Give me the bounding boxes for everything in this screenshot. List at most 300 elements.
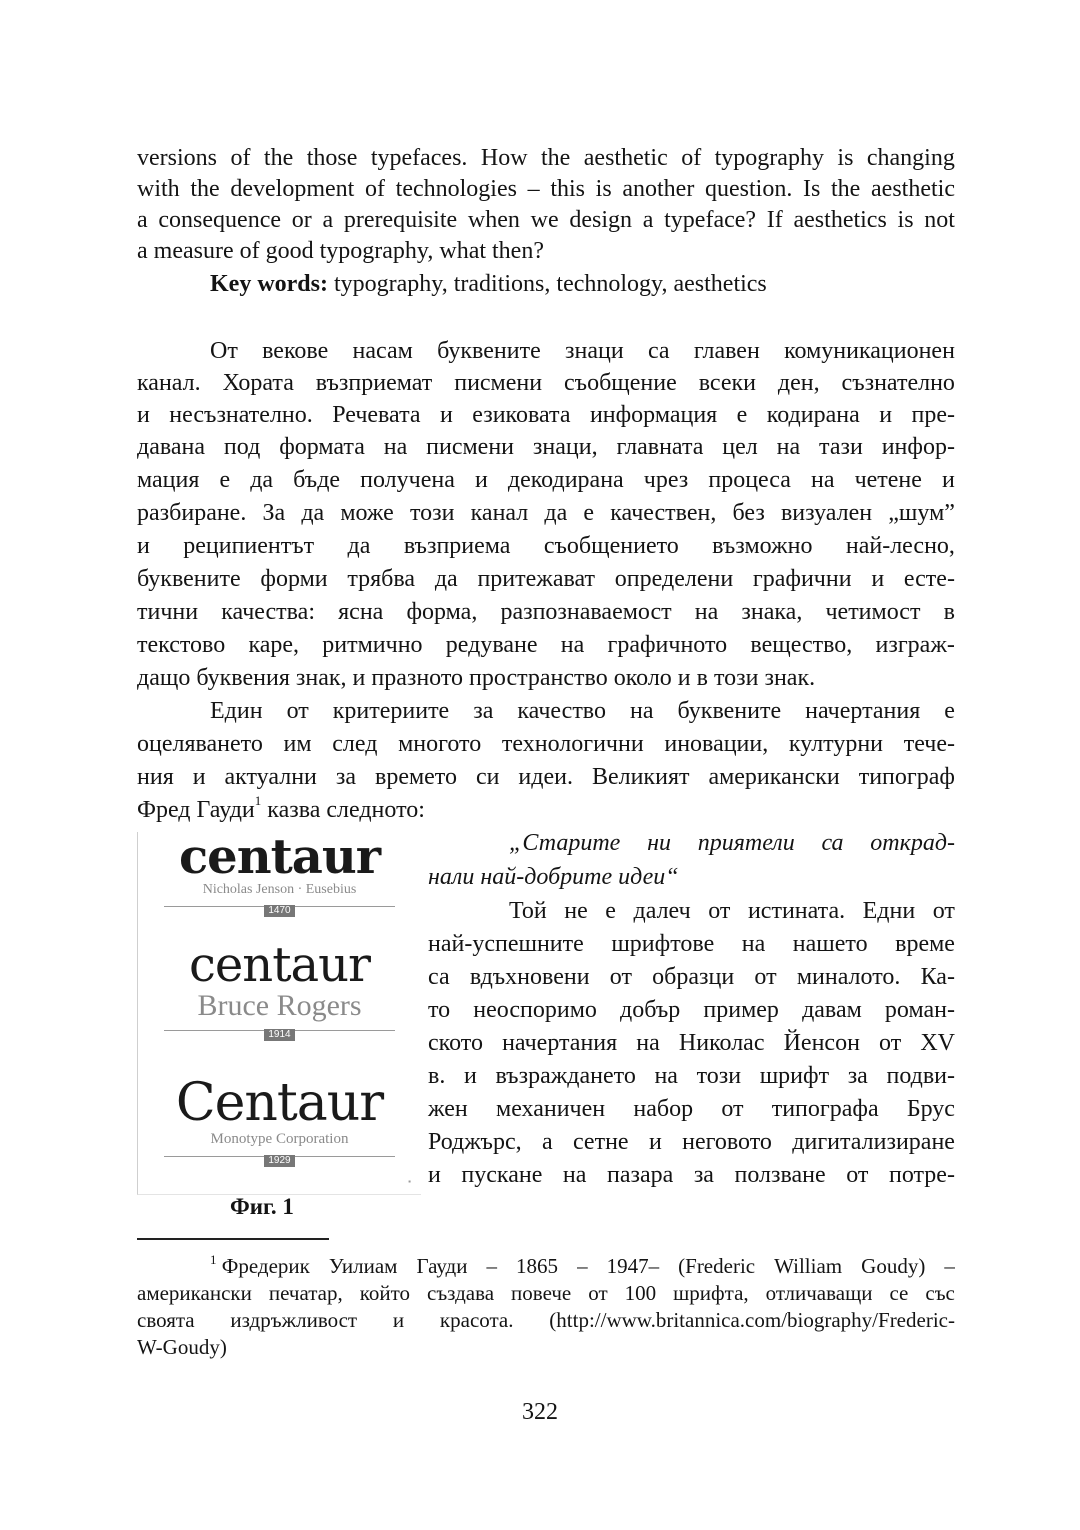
- word: the: [831, 176, 861, 202]
- word: 100: [624, 1281, 657, 1305]
- word: technologies: [395, 176, 517, 202]
- word: този: [696, 1063, 742, 1089]
- word: разбиране.: [137, 500, 247, 526]
- word: инфор-: [881, 434, 955, 460]
- word: ритмично: [322, 632, 423, 658]
- word: Хората: [222, 370, 294, 396]
- word: американски: [708, 764, 840, 790]
- word: под: [223, 434, 261, 460]
- word: и: [871, 566, 885, 592]
- abstract-line: a measure of good typography, what then?: [137, 238, 544, 264]
- specimen-year: 1929: [264, 1155, 294, 1167]
- word: ското: [428, 1030, 483, 1056]
- word: Николас: [678, 1030, 765, 1056]
- word: форми: [260, 566, 328, 592]
- word: съзнателно: [841, 370, 955, 396]
- word: typography: [714, 145, 824, 171]
- word: векове: [262, 338, 329, 364]
- word: versions: [137, 145, 217, 171]
- word: несъзнателно.: [169, 402, 313, 428]
- word: сетне: [572, 1129, 629, 1155]
- word: За: [262, 500, 286, 526]
- keywords-text: typography, traditions, technology, aesthetics: [333, 271, 767, 297]
- word: aesthetic: [871, 176, 955, 202]
- body-line: [428, 1126, 955, 1158]
- word: каре,: [248, 632, 300, 658]
- body-line: [428, 994, 955, 1026]
- word: процеса: [708, 467, 791, 493]
- word: пазара: [606, 1162, 674, 1188]
- word: за: [473, 698, 494, 724]
- word: Фредерик: [221, 1254, 310, 1278]
- word: ния: [137, 764, 174, 790]
- word: ден,: [777, 370, 820, 396]
- word: знаци,: [532, 434, 598, 460]
- body-line: [137, 728, 955, 760]
- word: издръжливост: [230, 1308, 358, 1332]
- word: е: [736, 402, 748, 428]
- word: a: [322, 207, 334, 233]
- word: typefaces.: [370, 145, 468, 171]
- word: Ка-: [920, 964, 955, 990]
- specimen-monotype: [138, 1073, 421, 1166]
- word: механичен: [496, 1096, 606, 1122]
- word: we: [530, 207, 559, 233]
- word: най-лесно,: [845, 533, 955, 559]
- word: –: [577, 1254, 588, 1278]
- specimen-name: centaur: [189, 937, 370, 993]
- word: буквените: [437, 338, 541, 364]
- word: възприема: [403, 533, 511, 559]
- word: на: [560, 632, 585, 658]
- word: американски: [137, 1281, 252, 1305]
- word: за: [335, 764, 357, 790]
- word: създава: [427, 1281, 495, 1305]
- footnote-line: [137, 1307, 955, 1333]
- specimen-rogers: [138, 937, 421, 1040]
- word: е: [583, 500, 595, 526]
- word: бъде: [293, 467, 341, 493]
- page-number: 322: [522, 1399, 558, 1425]
- word: от: [932, 898, 955, 924]
- word: канал.: [137, 370, 201, 396]
- word: на: [383, 434, 408, 460]
- word: и: [879, 402, 893, 428]
- word: кодирана: [766, 402, 860, 428]
- specimen-year-rule: [164, 900, 395, 914]
- word: this: [550, 176, 585, 202]
- word: за: [847, 1063, 868, 1089]
- word: образци: [652, 964, 735, 990]
- abstract-line: [137, 173, 955, 205]
- specimen-name: centaur: [178, 829, 381, 885]
- word: в.: [428, 1063, 446, 1089]
- word: четене: [854, 467, 922, 493]
- specimen-year-rule: [164, 1024, 395, 1038]
- word: текстово: [137, 632, 226, 658]
- word: (http://www.britannica.com/biography/Frederic-: [549, 1308, 955, 1332]
- word: и: [648, 1129, 662, 1155]
- word: чрез: [643, 467, 689, 493]
- body-line: [428, 928, 955, 960]
- word: Роджърс,: [428, 1129, 522, 1155]
- word: разпознаваемост: [500, 599, 672, 625]
- word: XV: [920, 1030, 955, 1056]
- body-line: [137, 629, 955, 661]
- word: от: [879, 1030, 902, 1056]
- body-line: [428, 1159, 955, 1191]
- word: пре-: [911, 402, 955, 428]
- word: давам: [802, 997, 862, 1023]
- body-line: [210, 335, 955, 367]
- word: качества:: [221, 599, 316, 625]
- word: са: [428, 964, 450, 990]
- word: Йенсон: [783, 1030, 860, 1056]
- word: не: [564, 898, 588, 924]
- word: the: [190, 176, 220, 202]
- figure-centaur-specimens: [137, 829, 421, 1195]
- word: начертания: [805, 698, 921, 724]
- word: и: [137, 533, 150, 559]
- word: то: [428, 997, 451, 1023]
- word: от: [609, 964, 632, 990]
- word: на: [654, 1063, 678, 1089]
- body-line: [428, 1027, 955, 1059]
- word: и: [428, 1162, 441, 1188]
- body-line: [137, 563, 955, 595]
- body-line: дащо буквения знак, и празното пространство около и в този знак.: [137, 665, 816, 691]
- word: да: [347, 533, 371, 559]
- word: главен: [693, 338, 760, 364]
- word: да: [301, 500, 325, 526]
- word: е: [605, 898, 616, 924]
- body-line: [137, 497, 955, 529]
- body-line: [137, 464, 955, 496]
- word: тични: [137, 599, 199, 625]
- word: those: [306, 145, 358, 171]
- word: знаци: [565, 338, 624, 364]
- word: знака,: [741, 599, 803, 625]
- word: типограф: [858, 764, 955, 790]
- word: и: [392, 1308, 405, 1332]
- word: „Старите: [509, 830, 621, 856]
- word: 1947–: [606, 1254, 660, 1278]
- word: Goudy): [861, 1254, 926, 1278]
- word: потре-: [888, 1162, 955, 1188]
- word: подви-: [886, 1063, 955, 1089]
- word: or: [291, 207, 312, 233]
- word: културни: [788, 731, 884, 757]
- word: начертания: [502, 1030, 618, 1056]
- footnote-first-line: [222, 1253, 955, 1279]
- word: на: [810, 467, 835, 493]
- word: Брус: [906, 1096, 955, 1122]
- word: буквените: [137, 566, 241, 592]
- word: графичното: [607, 632, 728, 658]
- word: a: [642, 207, 654, 233]
- specimen-year: 1470: [264, 905, 294, 917]
- body-text: казва следното:: [261, 797, 425, 823]
- word: (Frederic: [678, 1254, 756, 1278]
- word: реципиентът: [183, 533, 315, 559]
- body-line: [428, 961, 955, 993]
- word: not: [924, 207, 955, 233]
- word: Уилиам: [328, 1254, 398, 1278]
- footnote-line: [210, 1253, 955, 1279]
- footnote-divider: [137, 1238, 329, 1240]
- word: Едни: [862, 898, 916, 924]
- word: typeface?: [664, 207, 757, 233]
- word: многото: [398, 731, 482, 757]
- word: роман-: [884, 997, 955, 1023]
- body-line: [137, 794, 955, 826]
- word: и: [137, 402, 150, 428]
- word: оцеляването: [137, 731, 263, 757]
- footnote-body: [210, 1253, 222, 1279]
- word: притежават: [477, 566, 596, 592]
- word: възраждането: [495, 1063, 636, 1089]
- body-line: [137, 761, 955, 793]
- word: а: [541, 1129, 553, 1155]
- word: a: [137, 207, 148, 233]
- word: истината.: [747, 898, 846, 924]
- word: визуален: [780, 500, 873, 526]
- word: От: [210, 338, 238, 364]
- word: неговото: [682, 1129, 772, 1155]
- word: повече: [511, 1281, 572, 1305]
- word: Великият: [591, 764, 690, 790]
- body-line: [137, 367, 955, 399]
- word: определени: [614, 566, 734, 592]
- word: тече-: [903, 731, 955, 757]
- word: changing: [866, 145, 955, 171]
- word: ясна: [338, 599, 384, 625]
- footnote-ref: 1: [254, 793, 262, 808]
- footnote-line: W-Goudy): [137, 1335, 227, 1359]
- body-line: [137, 530, 955, 562]
- word: шрифт: [759, 1063, 830, 1089]
- word: насам: [352, 338, 413, 364]
- word: development: [230, 176, 355, 202]
- word: писмени: [426, 434, 515, 460]
- word: If: [766, 207, 783, 233]
- word: информация: [589, 402, 718, 428]
- word: of: [230, 145, 251, 171]
- word: е: [944, 698, 955, 724]
- word: им: [283, 731, 312, 757]
- footnote-marker: 1: [210, 1252, 217, 1267]
- word: is: [837, 145, 854, 171]
- word: актуални: [224, 764, 317, 790]
- word: Is: [803, 176, 821, 202]
- word: от: [754, 964, 777, 990]
- specimen-year-rule: [164, 1150, 395, 1164]
- word: възприемат: [315, 370, 433, 396]
- word: пускане: [461, 1162, 543, 1188]
- word: графични: [752, 566, 852, 592]
- word: мация: [137, 467, 200, 493]
- body-line: [137, 399, 955, 431]
- specimen-subtitle: Bruce Rogers: [197, 989, 362, 1022]
- word: четимост: [825, 599, 921, 625]
- word: of: [681, 145, 702, 171]
- word: тази: [819, 434, 863, 460]
- word: от: [721, 1096, 744, 1122]
- word: цел: [722, 434, 758, 460]
- word: да: [250, 467, 274, 493]
- word: на: [694, 599, 719, 625]
- word: е: [219, 467, 231, 493]
- word: получена: [360, 467, 455, 493]
- word: жен: [428, 1096, 468, 1122]
- word: is: [897, 207, 914, 233]
- word: формата: [279, 434, 365, 460]
- word: този: [409, 500, 455, 526]
- abstract-line: [137, 204, 955, 236]
- word: приятели: [697, 830, 795, 856]
- word: главната: [616, 434, 704, 460]
- word: и: [942, 467, 955, 493]
- specimen-subtitle: Monotype Corporation: [210, 1131, 349, 1147]
- word: и: [192, 764, 206, 790]
- word: ползване: [734, 1162, 826, 1188]
- word: another: [622, 176, 695, 202]
- word: William: [774, 1254, 843, 1278]
- word: is: [595, 176, 612, 202]
- word: качество: [517, 698, 606, 724]
- word: неоспоримо: [473, 997, 597, 1023]
- body-line: [428, 1060, 955, 1092]
- word: от: [708, 898, 731, 924]
- word: технологични: [501, 731, 644, 757]
- word: на: [741, 931, 766, 957]
- word: времето: [374, 764, 457, 790]
- word: трябва: [347, 566, 416, 592]
- word: aesthetics: [793, 207, 887, 233]
- word: писмени: [454, 370, 543, 396]
- word: време: [895, 931, 955, 957]
- word: дигитализиране: [792, 1129, 955, 1155]
- word: набор: [633, 1096, 694, 1122]
- word: добър: [620, 997, 681, 1023]
- body-line: [137, 596, 955, 628]
- word: Един: [210, 698, 263, 724]
- word: with: [137, 176, 180, 202]
- word: съобщение: [564, 370, 677, 396]
- word: –: [944, 1254, 955, 1278]
- word: качествен,: [610, 500, 717, 526]
- word: иновации,: [664, 731, 769, 757]
- word: нашето: [792, 931, 868, 957]
- goudy-name: Фред Гауди: [137, 797, 255, 823]
- word: the: [263, 145, 294, 171]
- word: всеки: [698, 370, 756, 396]
- word: на: [776, 434, 801, 460]
- quote-line: нали най-добрите идеи“: [428, 864, 679, 890]
- word: буквените: [677, 698, 782, 724]
- word: красота.: [439, 1308, 514, 1332]
- word: aesthetic: [583, 145, 668, 171]
- word: в: [943, 599, 955, 625]
- abstract-line: [137, 142, 955, 174]
- keywords: [210, 268, 955, 300]
- word: най-успешните: [428, 931, 584, 957]
- word: и: [463, 1063, 477, 1089]
- word: типографа: [771, 1096, 879, 1122]
- word: са: [647, 338, 670, 364]
- word: възможно: [712, 533, 813, 559]
- word: prerequisite: [343, 207, 458, 233]
- word: when: [467, 207, 520, 233]
- word: комуникационен: [784, 338, 955, 364]
- word: канал: [470, 500, 529, 526]
- word: езиковата: [472, 402, 571, 428]
- body-line: [137, 431, 955, 463]
- word: миналото.: [796, 964, 901, 990]
- word: –: [527, 176, 540, 202]
- specimen-name: Centaur: [175, 1073, 384, 1133]
- word: ни: [647, 830, 671, 856]
- word: „шум”: [888, 500, 955, 526]
- word: –: [486, 1254, 498, 1278]
- word: Гауди: [416, 1254, 468, 1278]
- word: да: [434, 566, 458, 592]
- word: са: [821, 830, 844, 856]
- word: съобщението: [543, 533, 679, 559]
- footnote-line: [137, 1280, 955, 1306]
- word: design: [569, 207, 632, 233]
- word: шрифтове: [611, 931, 715, 957]
- word: и: [439, 402, 453, 428]
- word: далеч: [633, 898, 691, 924]
- keywords-label: Key words:: [210, 271, 328, 297]
- word: без: [732, 500, 765, 526]
- word: след: [332, 731, 378, 757]
- body-line: [210, 695, 955, 727]
- word: печатар,: [268, 1281, 343, 1305]
- word: давана: [137, 434, 206, 460]
- word: есте-: [903, 566, 955, 592]
- word: вещество,: [750, 632, 853, 658]
- word: consequence: [158, 207, 281, 233]
- word: пример: [703, 997, 779, 1023]
- word: който: [359, 1281, 411, 1305]
- word: си: [475, 764, 500, 790]
- word: идеи.: [518, 764, 573, 790]
- word: форма,: [406, 599, 478, 625]
- body-line: [509, 895, 955, 927]
- word: критериите: [332, 698, 450, 724]
- word: от: [846, 1162, 869, 1188]
- word: How: [480, 145, 528, 171]
- figure-mark-icon: ▪: [408, 1177, 411, 1186]
- word: вдъхновени: [469, 964, 590, 990]
- word: на: [629, 698, 654, 724]
- word: на: [562, 1162, 587, 1188]
- word: 1865: [516, 1254, 559, 1278]
- word: of: [364, 176, 385, 202]
- specimen-jenson: [138, 829, 421, 916]
- word: Той: [509, 898, 547, 924]
- word: отличаващи: [765, 1281, 873, 1305]
- word: от: [588, 1281, 608, 1305]
- specimen-year: 1914: [264, 1029, 294, 1041]
- specimen-subtitle: Nicholas Jenson · Eusebius: [202, 882, 357, 897]
- word: декодирана: [507, 467, 624, 493]
- word: може: [340, 500, 394, 526]
- word: своята: [137, 1308, 195, 1332]
- word: със: [925, 1281, 955, 1305]
